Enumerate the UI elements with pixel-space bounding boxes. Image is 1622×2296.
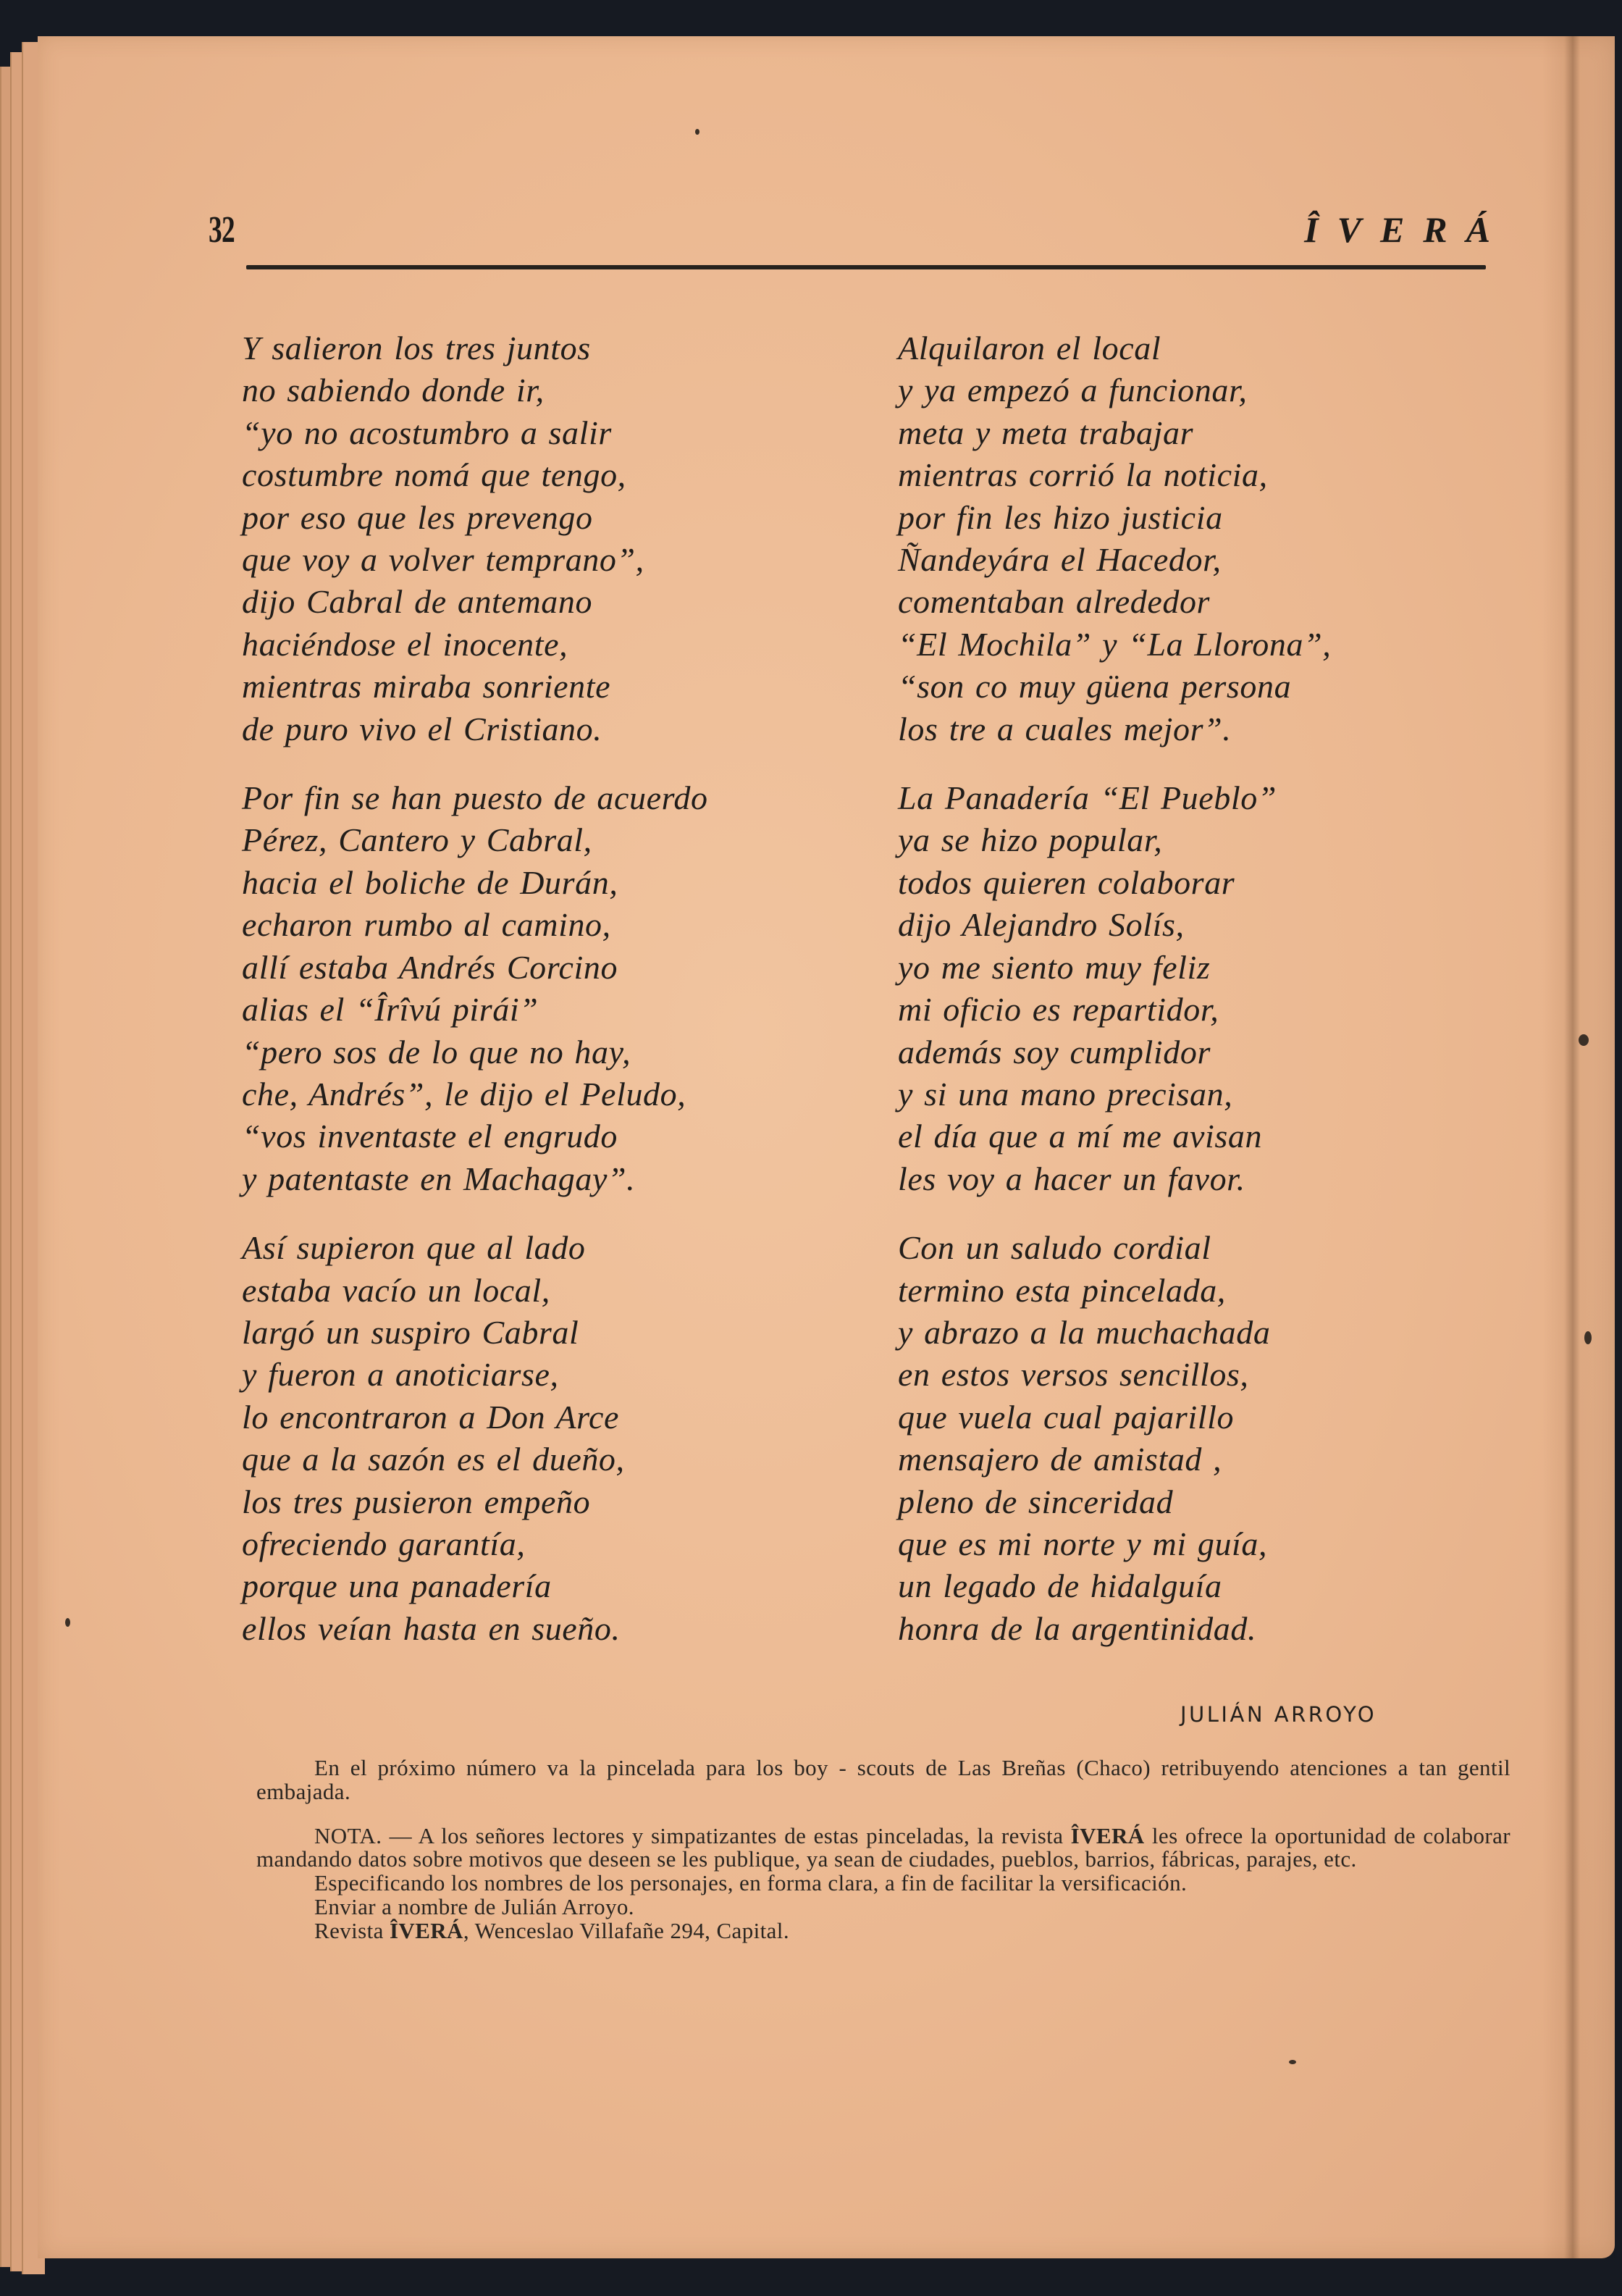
verse-line: yo me siento muy feliz: [898, 948, 1211, 986]
verse-line: ofreciendo garantía,: [242, 1525, 526, 1562]
verse-line: y si una mano precisan,: [898, 1075, 1233, 1113]
verse-line: allí estaba Andrés Corcino: [242, 948, 618, 986]
next-issue-note: En el próximo número va la pincelada para los boy - scouts de Las Breñas (Chaco) retribuyendo atenciones a tan gentil embajada.: [256, 1755, 1510, 1804]
verse-line: termino esta pincelada,: [898, 1271, 1226, 1309]
verse-line: que voy a volver temprano”,: [242, 541, 644, 579]
verse-line: dijo Cabral de antemano: [242, 583, 593, 621]
poem-left-column: [242, 327, 836, 1677]
header-rule: [246, 265, 1486, 269]
verse-line: que a la sazón es el dueño,: [242, 1441, 625, 1478]
verse-line: pleno de sinceridad: [898, 1483, 1174, 1520]
verse-line: echaron rumbo al camino,: [242, 906, 611, 944]
verse-line: hacia el boliche de Durán,: [242, 863, 618, 901]
verse-line: y ya empezó a funcionar,: [898, 372, 1248, 409]
verse-line: che, Andrés”, le dijo el Peludo,: [242, 1075, 686, 1113]
poem-right-column: [898, 327, 1492, 1677]
footnotes: [256, 1756, 1510, 1943]
verse-line: honra de la argentinidad.: [898, 1609, 1257, 1647]
address-magazine-name: ÎVERÁ: [389, 1917, 463, 1943]
address-note: [256, 1919, 1510, 1943]
verse-line: costumbre nomá que tengo,: [242, 456, 626, 494]
running-title: ÎVERÁ: [1304, 209, 1509, 250]
verse-line: “pero sos de lo que no hay,: [242, 1033, 631, 1071]
verse-line: mientras miraba sonriente: [242, 668, 611, 705]
page-number: 32: [209, 209, 235, 251]
verse-line: Alquilaron el local: [898, 330, 1161, 366]
author-signature: JULIÁN ARROYO: [1180, 1702, 1377, 1727]
binding-gutter: [1542, 36, 1615, 2258]
stanza: [898, 327, 1492, 750]
paper-speck: [65, 1618, 70, 1627]
address-rest: , Wenceslao Villafañe 294, Capital.: [463, 1917, 789, 1943]
verse-line: de puro vivo el Cristiano.: [242, 710, 602, 747]
verse-line: que es mi norte y mi guía,: [898, 1525, 1268, 1562]
verse-line: y fueron a anoticiarse,: [242, 1356, 559, 1394]
nota-text: A los señores lectores y simpatizantes de estas pinceladas, la revista: [412, 1822, 1071, 1848]
verse-line: “vos inventaste el engrudo: [242, 1118, 618, 1155]
verse-line: les voy a hacer un favor.: [898, 1160, 1245, 1197]
stanza: [898, 777, 1492, 1200]
verse-line: lo encontraron a Don Arce: [242, 1398, 620, 1436]
address-prefix: Revista: [314, 1917, 390, 1943]
verse-line: los tre a cuales mejor”.: [898, 710, 1232, 747]
nota-label: NOTA. —: [314, 1822, 413, 1848]
verse-line: y abrazo a la muchachada: [898, 1313, 1271, 1351]
verse-line: en estos versos sencillos,: [898, 1356, 1249, 1394]
verse-line: mientras corrió la noticia,: [898, 456, 1268, 494]
verse-line: no sabiendo donde ir,: [242, 372, 545, 409]
verse-line: ellos veían hasta en sueño.: [242, 1609, 621, 1647]
verse-line: por fin les hizo justicia: [898, 498, 1223, 536]
send-to-note: Enviar a nombre de Julián Arroyo.: [314, 1893, 634, 1919]
paper-speck: [1584, 1331, 1592, 1344]
verse-line: estaba vacío un local,: [242, 1271, 550, 1309]
verse-line: Con un saludo cordial: [898, 1229, 1211, 1267]
verse-line: por eso que les prevengo: [242, 498, 593, 536]
verse-line: Así supieron que al lado: [242, 1229, 586, 1267]
verse-line: el día que a mí me avisan: [898, 1118, 1263, 1155]
nota-magazine-name: ÎVERÁ: [1070, 1822, 1145, 1848]
verse-line: mensajero de amistad ,: [898, 1441, 1222, 1478]
verse-line: largó un suspiro Cabral: [242, 1313, 579, 1351]
verse-line: ya se hizo popular,: [898, 821, 1163, 859]
verse-line: haciéndose el inocente,: [242, 625, 568, 663]
paper-speck: [695, 129, 699, 135]
verse-line: todos quieren colaborar: [898, 863, 1235, 901]
nota-text: les ofrece la oportunidad de colaborar mandando datos sobre motivos que deseen se les publique, ya sean de ciudades, pueblos, barrios, fábricas, parajes, etc.: [256, 1822, 1510, 1872]
verse-line: porque una panadería: [242, 1567, 552, 1605]
verse-line: “El Mochila” y “La Llorona”,: [898, 625, 1332, 663]
verse-line: Y salieron los tres juntos: [242, 330, 591, 366]
stanza: [242, 327, 836, 750]
verse-line: Por fin se han puesto de acuerdo: [242, 779, 708, 817]
stanza: [898, 1227, 1492, 1650]
verse-line: “yo no acostumbro a salir: [242, 414, 612, 451]
verse-line: que vuela cual pajarillo: [898, 1398, 1235, 1436]
verse-line: y patentaste en Machagay”.: [242, 1160, 636, 1197]
verse-line: dijo Alejandro Solís,: [898, 906, 1185, 944]
stanza: [242, 1227, 836, 1650]
verse-line: un legado de hidalguía: [898, 1567, 1222, 1605]
page-header: [209, 209, 1509, 267]
nota-paragraph: [256, 1824, 1510, 1872]
verse-line: los tres pusieron empeño: [242, 1483, 591, 1520]
verse-line: La Panadería “El Pueblo”: [898, 779, 1277, 817]
verse-line: alias el “Îrîvú pirái”: [242, 991, 539, 1028]
paper-speck: [1289, 2060, 1296, 2064]
verse-line: comentaban alrededor: [898, 583, 1211, 621]
paper-speck: [1579, 1034, 1589, 1046]
verse-line: mi oficio es repartidor,: [898, 991, 1219, 1028]
specify-note: Especificando los nombres de los personajes, en forma clara, a fin de facilitar la versificación.: [314, 1870, 1188, 1896]
stanza: [242, 777, 836, 1200]
verse-line: Ñandeyára el Hacedor,: [898, 541, 1222, 579]
verse-line: Pérez, Cantero y Cabral,: [242, 821, 592, 859]
verse-line: además soy cumplidor: [898, 1033, 1211, 1071]
verse-line: “son co muy güena persona: [898, 668, 1292, 705]
verse-line: meta y meta trabajar: [898, 414, 1194, 451]
